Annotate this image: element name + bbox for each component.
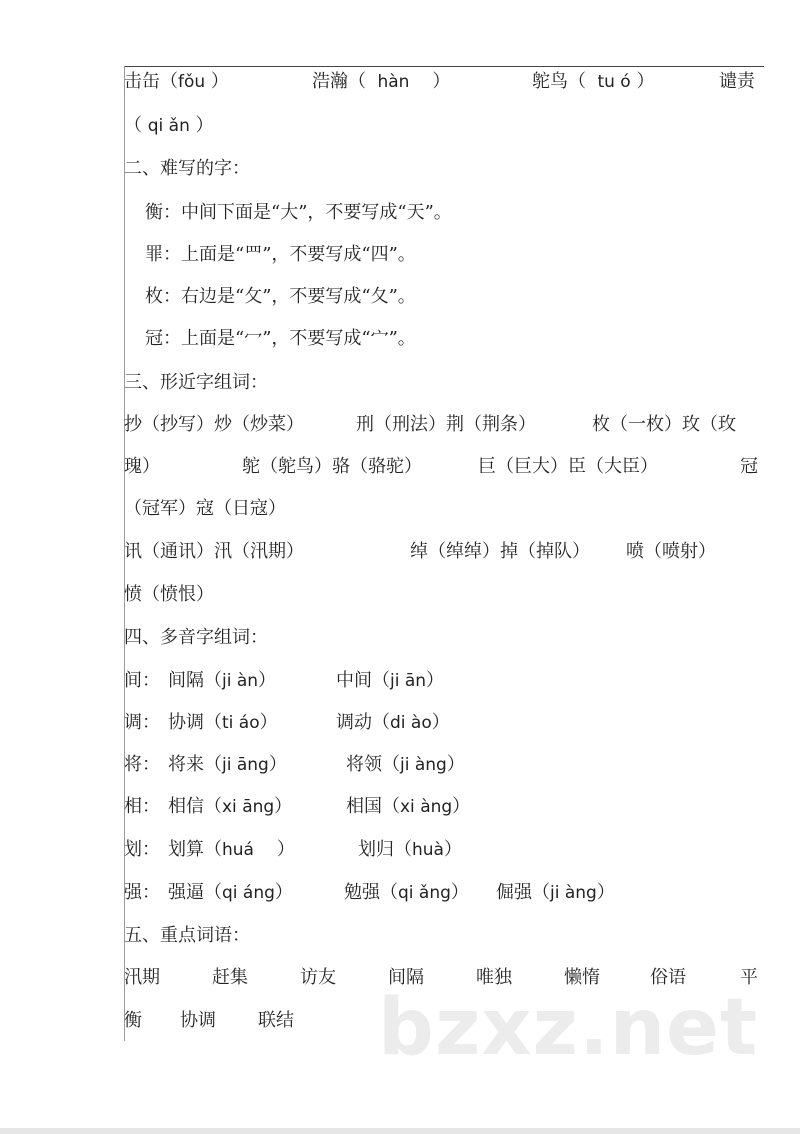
word-text: 强逼（ <box>168 882 222 903</box>
word-text: 间隔（ <box>168 670 222 691</box>
key-word: 懒惰 <box>564 967 600 988</box>
word-text: 浩瀚（ <box>312 71 366 92</box>
key-word: 俗语 <box>650 967 686 988</box>
polyphonic-char: 间： <box>124 670 160 691</box>
pinyin: ji àng <box>400 755 447 775</box>
word-text: 中间（ <box>336 670 390 691</box>
word-tuoniao <box>532 67 654 97</box>
section-heading-polyphonic: 四、多音字组词： <box>124 627 268 648</box>
bracket: ） <box>596 882 615 903</box>
word-group: 喷（喷射） <box>626 541 716 562</box>
difficult-char-item: 枚：右边是“攵”，不要写成“夂”。 <box>145 286 416 307</box>
polyphonic-char: 划： <box>124 839 160 860</box>
difficult-char-item: 衡：中间下面是“大”，不要写成“天”。 <box>145 202 452 223</box>
pinyin: huà <box>412 840 444 860</box>
polyphonic-char: 相： <box>124 796 160 817</box>
word-text: 鸵鸟（ <box>532 71 586 92</box>
page-bottom-edge <box>0 1128 800 1134</box>
bracket: ） <box>276 839 295 860</box>
polyphonic-item <box>124 750 764 780</box>
word-group: 枚（一枚）玫（玫 <box>592 414 736 435</box>
key-word: 间隔 <box>388 967 424 988</box>
pinyin: qi áng <box>222 883 275 903</box>
word-text: 协调（ <box>168 712 222 733</box>
word-group: 巨（巨大）臣（大臣） <box>478 456 658 477</box>
word-group: 瑰） <box>124 456 160 477</box>
word-text: 划归（ <box>358 839 412 860</box>
bracket: ） <box>210 71 229 92</box>
word-jifou <box>124 67 229 97</box>
bracket: ） <box>268 754 287 775</box>
pinyin: ti áo <box>222 713 260 733</box>
word-text: 划算（ <box>168 839 222 860</box>
key-word: 汛期 <box>124 967 160 988</box>
header-words-line <box>124 67 764 97</box>
key-word: 联结 <box>258 1010 294 1031</box>
polyphonic-char: 调： <box>124 712 160 733</box>
pinyin: fǒu <box>178 72 206 92</box>
similar-chars-row <box>124 410 764 440</box>
pinyin: qi ǎn <box>147 116 190 136</box>
bracket: ） <box>446 754 465 775</box>
bracket: ） <box>258 670 277 691</box>
watermark: bzxz.net <box>378 983 759 1073</box>
header-words-line-2 <box>124 111 214 141</box>
bracket: ） <box>259 712 278 733</box>
bracket: ） <box>443 839 462 860</box>
word-text: 击缶（ <box>124 71 178 92</box>
bracket: ） <box>426 670 445 691</box>
word-text: 勉强（ <box>344 882 398 903</box>
word-text: 将领（ <box>346 754 400 775</box>
difficult-char-item: 罪：上面是“罒”，不要写成“四”。 <box>145 244 416 265</box>
word-group: 绰（绰绰）掉（掉队） <box>410 541 590 562</box>
word-text: 相国（ <box>346 796 400 817</box>
polyphonic-item <box>124 666 764 696</box>
word-group: 冠 <box>740 456 758 477</box>
polyphonic-item <box>124 792 764 822</box>
similar-chars-row <box>124 452 764 482</box>
bracket: ） <box>450 882 469 903</box>
bracket: ） <box>452 796 471 817</box>
key-word: 访友 <box>300 967 336 988</box>
word-group: 抄（抄写）炒（炒菜） <box>124 414 304 435</box>
pinyin: hàn <box>377 72 410 92</box>
pinyin: ji àn <box>222 671 259 691</box>
polyphonic-char: 强： <box>124 882 160 903</box>
similar-chars-row <box>124 537 764 567</box>
pinyin: di ào <box>390 713 432 733</box>
section-heading-difficult-chars: 二、难写的字： <box>124 158 250 179</box>
bracket: ） <box>431 712 450 733</box>
section-heading-key-words: 五、重点词语： <box>124 925 250 946</box>
bracket: ） <box>195 115 214 136</box>
pinyin: xi āng <box>222 797 275 817</box>
bracket: ） <box>274 796 293 817</box>
word-text: 将来（ <box>168 754 222 775</box>
similar-chars-row <box>124 494 286 524</box>
word-group: 讯（通讯）汛（汛期） <box>124 541 304 562</box>
pinyin: tu ó <box>597 72 631 92</box>
word-group: 愤（愤恨） <box>124 584 214 605</box>
pinyin: huá <box>222 840 254 860</box>
word-group: 刑（刑法）荆（荆条） <box>356 414 536 435</box>
section-heading-similar-chars: 三、形近字组词： <box>124 372 268 393</box>
word-text: 相信（ <box>168 796 222 817</box>
pinyin: ji ān <box>390 671 427 691</box>
word-text: 调动（ <box>336 712 390 733</box>
word-qianze: 谴责 <box>719 71 755 92</box>
key-word: 平 <box>740 967 758 988</box>
key-word: 唯独 <box>476 967 512 988</box>
difficult-char-item: 冠：上面是“冖”，不要写成“宀”。 <box>145 328 416 349</box>
bracket: （ <box>124 115 142 136</box>
word-text: 倔强（ <box>496 882 550 903</box>
pinyin: ji àng <box>550 883 597 903</box>
similar-chars-row <box>124 580 214 610</box>
key-word: 衡 <box>124 1010 142 1031</box>
bracket: ） <box>274 882 293 903</box>
polyphonic-char: 将： <box>124 754 160 775</box>
bracket: ） <box>432 71 451 92</box>
key-word: 协调 <box>180 1010 216 1031</box>
word-group: 鸵（鸵鸟）骆（骆驼） <box>242 456 422 477</box>
bracket: ） <box>636 71 655 92</box>
polyphonic-item <box>124 878 764 908</box>
word-group: （冠军）寇（日寇） <box>124 498 286 519</box>
word-haohan <box>312 67 450 97</box>
key-word: 赶集 <box>212 967 248 988</box>
pinyin: xi àng <box>400 797 453 817</box>
polyphonic-item <box>124 835 764 865</box>
polyphonic-item <box>124 708 764 738</box>
pinyin: qi ǎng <box>398 883 451 903</box>
pinyin: ji āng <box>222 755 269 775</box>
